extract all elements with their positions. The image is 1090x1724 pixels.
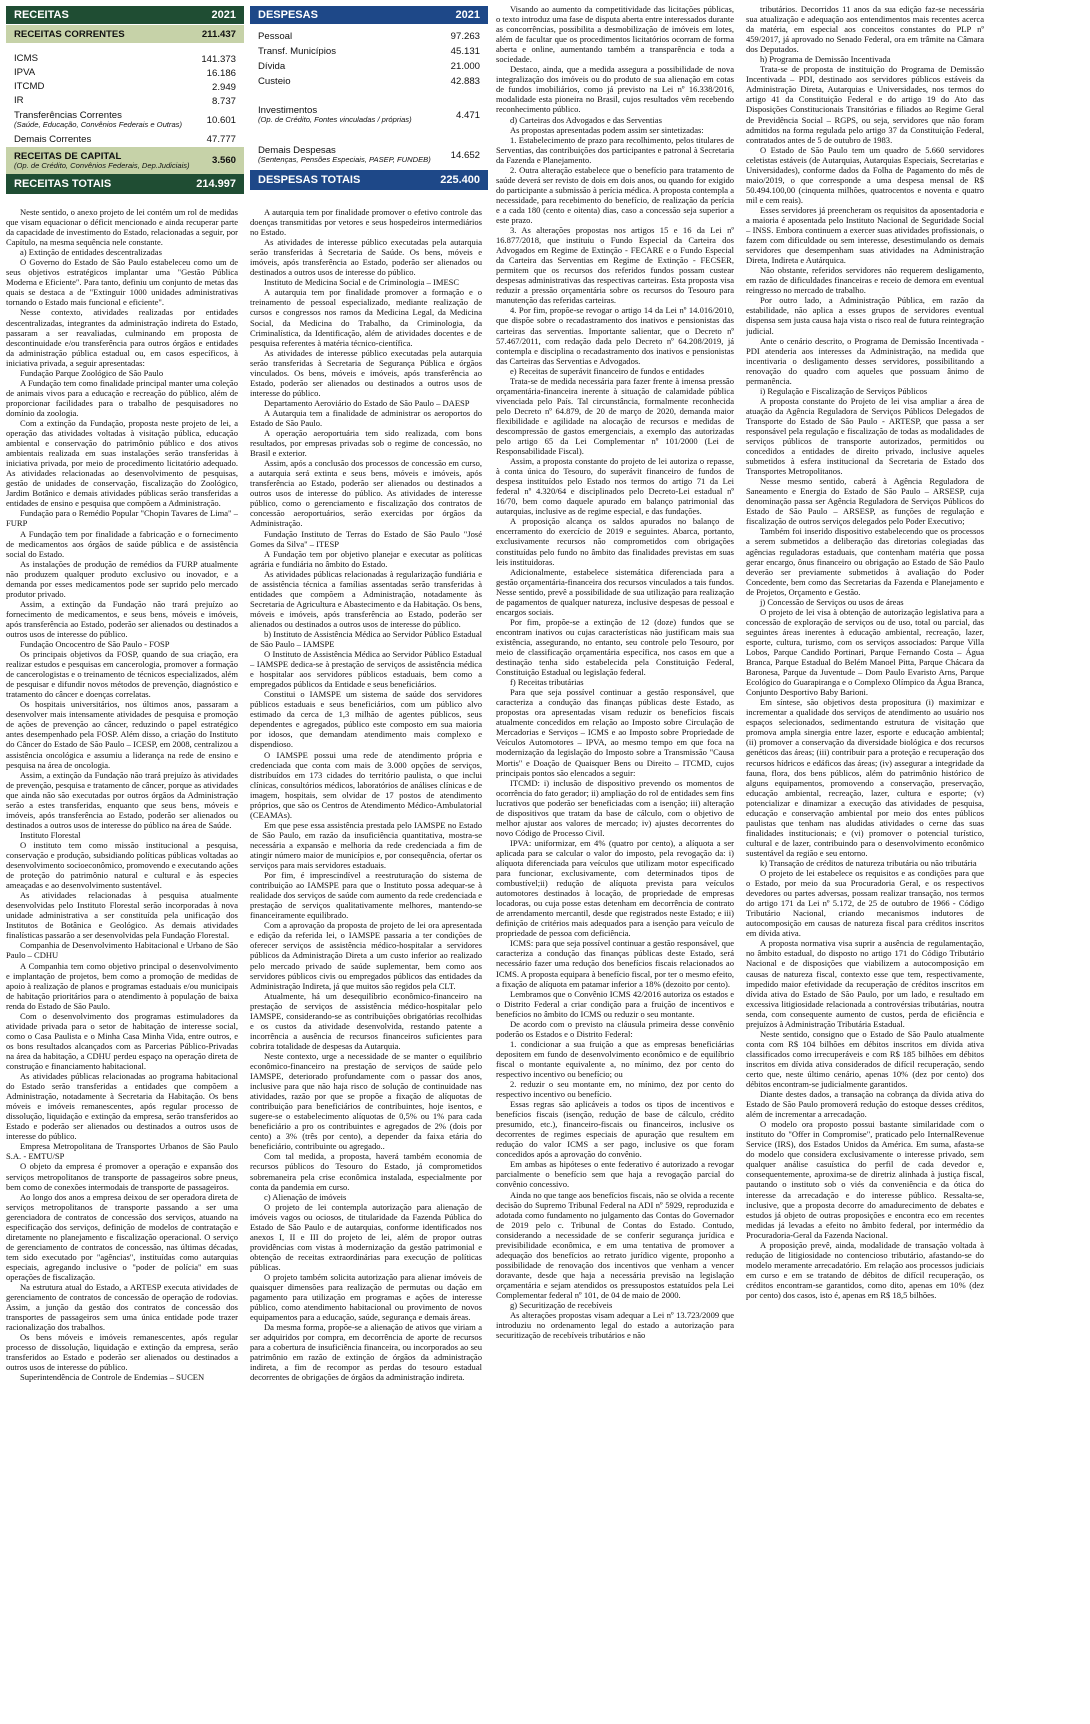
paragraph: Por outro lado, a Administração Pública, em razão da estabilidade, não aplica a esses grupos de servidores eventual dispensa sem justa causa haja vista o risco real de futura reintegração judicial. — [746, 295, 984, 336]
paragraph: i) Regulação e Fiscalização de Serviços Públicos — [760, 385, 928, 396]
receitas-correntes-row — [6, 25, 244, 43]
despesas-year: 2021 — [455, 9, 480, 21]
paragraph: Empresa Metropolitana de Transportes Urbanos de São Paulo S.A. - EMTU/SP — [6, 1141, 238, 1162]
paragraph: A proposta constante do Projeto de lei visa ampliar a área de atuação da Agência Reguladora de Serviços Públicos Delegados de Transporte do Estado de São Paulo - ARTESP, que passa a ser responsável pela regulação e fiscalização de todas as modalidades de serviços públicos de transporte autorizados, permitidos ou concedidos a entidades de direito privado, inclusive aqueles submetidos à esfera institucional da Secretaria de Estado dos Transportes Metropolitanos. — [746, 395, 984, 477]
paragraph: f) Receitas tributárias — [510, 677, 584, 688]
paragraph: Adicionalmente, estabelece sistemática diferenciada para a gestão orçamentária-financeira dos recursos vinculados a tais fundos. Nesse sentido, prevê a possibilidade de sua utilização para realização de pagamentos de qualquer natureza, inclusive despesas de pessoal e encargos sociais. — [496, 566, 734, 617]
paragraph: 2. reduzir o seu montante em, no mínimo, dez por cento do respectivo incentivo ou benefício. — [496, 1079, 734, 1100]
paragraph: Também foi inserido dispositivo estabelecendo que os processos a serem submetidos a deliberação das diretorias colegiadas das agências reguladoras estaduais, que contenham matéria que possa gerar encargo, ônus financeiro ou obrigação ao Estado de São Paulo deverão ser previamente submetidos à avaliação do Poder Concedente, bem como das Secretarias da Fazenda e Planejamento e de Projetos, Orçamento e Gestão. — [746, 526, 984, 597]
paragraph: b) Instituto de Assistência Médica ao Servidor Público Estadual de São Paulo – IAMSPE — [250, 628, 482, 650]
paragraph: Assim, a extinção da Fundação não trará prejuízo ao fornecimento de medicamentos, e seus bens, móveis e imóveis, após transferência ao Estado, poderão ser alienados ou destinados a outros usos de interesse do público. — [6, 598, 238, 639]
paragraph: A proposição prevê, ainda, modalidade de transação voltada à redução de litigiosidade no contencioso tributário, afastando-se do modelo meramente arrecadatório. Em relação aos processos judiciais em curso e em se tratando de débitos de difícil recuperação, os créditos encontram-se garantidos, como dito, apenas em 10% (dez por cento) dos casos, isto é, apenas em R$ 18,5 bilhões. — [746, 1239, 984, 1300]
paragraph: De acordo com o previsto na cláusula primeira desse convênio poderão os Estados e o Distrito Federal: — [496, 1018, 734, 1039]
paragraph: tributários. Decorridos 11 anos da sua edição faz-se necessária sua atualização e adequação aos entendimentos mais recentes acerca da matéria, em especial aos conceitos constantes do PLP nº 459/2017, já aprovado no Senado Federal, ora em trâmite na Câmara dos Deputados. — [746, 4, 984, 55]
paragraph: 1. Estabelecimento de prazo para recolhimento, pelos titulares de Serventias, das contribuições dos participantes e patronal à Secretaria da Fazenda e Planejamento. — [496, 134, 734, 165]
paragraph: Em síntese, são objetivos desta propositura (i) maximizar e incrementar a qualidade dos serviços de atendimento ao usuário nos espaços selecionados, sedimentando estrutura de visitação que promova ampla sinergia entre lazer, esporte e educação ambiental; (ii) promover a conservação da diversidade biológica e dos recursos genéticos das áreas; (iii) contribuir para a proteção e recuperação dos recursos hídricos e edáficos das áreas; (iv) assegurar a integridade da fauna, flora, dos bens públicos, além do patrimônio histórico de alguns equipamentos, promovendo a conservação, preservação, educação ambiental, recreação, lazer, cultura e esporte; (v) potencializar e dinamizar a execução das atividades de pesquisa, educação e conservação ambiental por meio dos entes públicos paulistas que tenham nas aludidas atividades o cerne das suas finalidades institucionais; e (vi) promover o potencial turístico, cultural e de lazer, contribuindo para o desenvolvimento econômico sustentável da região e seu entorno. — [746, 697, 984, 858]
paragraph: As atividades relacionadas à pesquisa atualmente desenvolvidas pelo Instituto Florestal serão incorporadas à nova unidade administrativa a ser constituída pela unificação dos Institutos de Botânica e Geológico. As demais atividades finalísticas passarão a ser desenvolvidas pela Fundação Florestal. — [6, 890, 238, 941]
paragraph: O projeto de lei estabelece os requisitos e as condições para que o Estado, por meio da sua Procuradoria Geral, e os respectivos devedores ou partes adversas, possam realizar transação, nos termos do artigo 171 da Lei nº 5.172, de 25 de outubro de 1966 - Código Tributário Nacional, criando mecanismos indutores de autocomposição em causas de natureza fiscal para créditos inscritos em dívida ativa. — [746, 868, 984, 939]
paragraph: Assim, a proposta constante do projeto de lei autoriza o repasse, à conta única do Tesouro, do superávit financeiro de fundos de despesa instituídos pelo Estado nos termos do artigo 71 da Lei federal nº 4.320/64 e disciplinados pelo Decreto-Lei estadual nº 16/70, bem como daquele apurado em balanço patrimonial das autarquias, inclusive as de regime especial, e das fundações. — [496, 456, 734, 517]
receitas-correntes-value: 211.437 — [201, 28, 236, 40]
paragraph: Os principais objetivos da FOSP, quando de sua criação, era realizar estudos e pesquisas em cancerologia, promover a formação de cancerologistas e o treinamento de técnicos especializados, além de pesquisar e difundir novos métodos de prevenção, diagnóstico e tratamento do câncer e doenças correlatas. — [6, 649, 238, 700]
paragraph: h) Programa de Demissão Incentivada — [760, 54, 891, 65]
paragraph: k) Transação de créditos de natureza tributária ou não tributária — [760, 857, 977, 868]
paragraph: Atualmente, há um desequilíbrio econômico-financeiro na prestação de serviços de assistência médico-hospitalar pelo IAMSPE, considerando-se as contribuições obrigatórias recolhidas e os custos da atividade desenvolvida, restando patente a incorrência a ausência de recursos financeiros suficientes para cobrira totalidade de despesas da Autarquia. — [250, 990, 482, 1051]
paragraph: Assim, após a conclusão dos processos de concessão em curso, a autarquia será extinta e seus bens, móveis e imóveis, após transferência ao Estado, poderão ser alienados ou destinados a outros usos de interesse do público. As atividades de interesse público, como o gerenciamento e fiscalização dos contratos de concessão aeroportuários, serão exercidas por órgãos da Administração. — [250, 458, 482, 529]
paragraph: As atividades de interesse público executadas pela autarquia serão transferidas à Secretaria de Saúde. Os bens, móveis e imóveis, após transferência ao Estado, poderão ser alienados ou destinados a outros usos de interesse do público. — [250, 237, 482, 278]
receitas-row-transferencias: Transferências Correntes (Saúde, Educação, Convênios Federais e Outras) 10.601 — [14, 110, 236, 130]
paragraph: A Companhia tem como objetivo principal o desenvolvimento e implantação de projetos, bem como a promoção de medidas de apoio à realização de planos e programas estaduais e/ou municipais de habitação prioritários para o atendimento à população de baixa renda do Estado de São Paulo. — [6, 960, 238, 1011]
paragraph: d) Carteiras dos Advogados e das Serventias — [510, 114, 662, 125]
paragraph: A proposição alcança os saldos apurados no balanço de encerramento do exercício de 2019 e seguintes. Abarca, portanto, exclusivamente recursos não comprometidos com obrigações constituídas pelo fundo no âmbito das finalidades previstas em suas leis instituidoras. — [496, 516, 734, 567]
paragraph: Lembramos que o Convênio ICMS 42/2016 autoriza os estados e o Distrito Federal a criar condição para a fruição de incentivos e benefícios no âmbito do ICMS ou reduzir o seu montante. — [496, 988, 734, 1019]
despesas-row-demais: Demais Despesas (Sentenças, Pensões Especiais, PASEP, FUNDEB) 14.652 — [258, 145, 480, 165]
receitas-correntes-label: RECEITAS CORRENTES — [14, 28, 125, 40]
receitas-row-ir: IR 8.737 — [14, 95, 236, 107]
paragraph: Ante o cenário descrito, o Programa de Demissão Incentivada - PDI atenderia aos interesses da Administração, na medida que incentivaria o desligamento desses servidores, possibilitando a renovação do quadro com aqueles que possuam ânimo de permanência. — [746, 335, 984, 386]
paragraph: A Fundação tem por finalidade a fabricação e o fornecimento de medicamentos aos órgãos de saúde pública e de assistência social do Estado. — [6, 528, 238, 559]
paragraph: Com a extinção da Fundação, proposta neste projeto de lei, a operação das atividades voltadas à visitação pública, educação ambiental e conservação do patrimônio público e dos ativos ambientais realizada em suas instalações serão transferidas à iniciativa privada, por meio de procedimento licitatório adequado. As atividades relacionadas ao desenvolvimento de pesquisas, gestão de unidades de conservação, fiscalização do Zoológico, Jardim Botânico e demais atividades públicas serão transferidas a entidades de ensino e pesquisa que compõem a Administração. — [6, 417, 238, 509]
paragraph: Companhia de Desenvolvimento Habitacional e Urbano de São Paulo – CDHU — [6, 940, 238, 961]
despesas-row-pessoal: Pessoal 97.263 — [258, 30, 480, 42]
paragraph: Não obstante, referidos servidores não requerem desligamento, em razão de dificuldades financeiras e receio de demora em eventual reingresso no mercado de trabalho. — [746, 265, 984, 296]
paragraph: 1. condicionar a sua fruição a que as empresas beneficiárias depositem em fundo de desenvolvimento econômico e de equilíbrio fiscal o montante equivalente a, no mínimo, dez por cento do respectivo incentivo ou benefício; ou — [496, 1038, 734, 1079]
paragraph: Por fim, é imprescindível a reestruturação do sistema de contribuição ao IAMSPE para que o Instituto possa adequar-se à realidade dos serviços de saúde com aumento da rede credenciada e prestação de serviços qualitativamente melhores, mantendo-se financeiramente equilibrado. — [250, 870, 482, 921]
paragraph: O Instituto de Assistência Médica ao Servidor Público Estadual – IAMSPE dedica-se à prestação de serviços de assistência médica e hospitalar aos servidores públicos estaduais, bem como a empregados públicos da Entidade e seus beneficiários. — [250, 649, 482, 690]
paragraph: Neste contexto, urge a necessidade de se manter o equilíbrio econômico-financeiro na prestação de serviços de saúde pelo IAMSPE, deteriorado profundamente com o passar dos anos, inclusive para que não haja risco de solução de continuidade nas atividades, razão por que se propõe a fixação de alíquotas de contribuição para beneficiários de contribuintes, hoje isentos, e sugere-se o estabelecimento alíquotas de 0,5% ou 1% para cada beneficiário a pro os contribuintes e agregados de 2% (dois por cento) a 3% (três por cento), a depender da faixa etária do beneficiário, contribuinte ou agregado.. — [250, 1050, 482, 1152]
paragraph: O objeto da empresa é promover a operação e expansão dos serviços metropolitanos de transporte de passageiros sobre pneus, bem como de conexões intermodais de transporte de passageiros. — [6, 1161, 238, 1192]
text-column-2 — [250, 207, 482, 1719]
paragraph: Com tal medida, a proposta, haverá também economia de recursos públicos do Tesouro do Estado, já comprometidos sobremaneira pela crise econômica instalada, especialmente por conta da pandemia em curso. — [250, 1151, 482, 1192]
paragraph: O modelo ora proposto possui bastante similaridade com o instituto do "Offer in Compromise", praticado pelo InternalRevenue Service (IRS), dos Estados Unidos da América. Em suma, afasta-se do modelo que considera exclusivamente o interesse privado, sem qualquer análise casuística do perfil de cada devedor e, consequentemente, aproxima-se de diretriz alinhada à justiça fiscal, pautando o instituto sob o viés da conveniência e da ótica do interesse da arrecadação e do interesse público. Ressalta-se, inclusive, que a proposta decorre do amadurecimento de debates e estudos já objeto de outras proposições e encontra eco em recentes medidas já levadas a efeito no âmbito federal, por intermédio da Procuradoria-Geral da Fazenda Nacional. — [746, 1119, 984, 1240]
paragraph: As atividades públicas relacionadas à regularização fundiária e de assistência técnica a famílias assentadas serão transferidas à entidades que compõem a Administração, notadamente às Secretaria de Agricultura e Abastecimento e da Habitação. Os bens, móveis e imóveis, após transferência ao Estado, poderão ser alienados ou destinados a outros usos de interesse do público. — [250, 568, 482, 629]
paragraph: A autarquia tem por finalidade promover a formação e o treinamento de pessoal especializado, mediante realização de cursos e congressos nos ramos da Medicina Legal, da Medicina Social, da Medicina do Trabalho, da Criminologia, da Criminalística, da Identificação, além de atividades docentes e de pesquisa referentes à matéria técnico-científica. — [250, 287, 482, 348]
paragraph: Diante destes dados, a transação na cobrança da dívida ativa do Estado de São Paulo promoverá redução do estoque desses créditos, além de incrementar a arrecadação. — [746, 1089, 984, 1120]
paragraph: Superintendência de Controle de Endemias – SUCEN — [20, 1372, 205, 1383]
paragraph: O projeto de lei visa à obtenção de autorização legislativa para a concessão de exploração de serviços ou de uso, total ou parcial, das seguintes áreas inerentes à educação ambiental, recreação, lazer, esporte, cultura, turismo, com os serviços associados: Parque Villa Lobos, Parque Candido Portinari, Parque Fernando Costa – Água Branca, Parque Estadual do Belém Manoel Pitta, Parque Chácara da Baronesa, Parque da Juventude – Dom Paulo Evaristo Arns, Parque Ecológico do Guarapiranga e o Complexo Olímpico da Água Branca, Conjunto Desportivo Baby Barioni. — [746, 606, 984, 698]
despesas-row-transf: Transf. Municípios 45.131 — [258, 45, 480, 57]
paragraph: Trata-se de medida necessária para fazer frente à imensa pressão orçamentária-financeira inerente à situação de calamidade pública vivenciada pelo País. Tal circunstância, formalmente reconhecida pelo Decreto nº 64.879, de 20 de março de 2020, demanda maior flexibilidade e agilidade na alocação de recursos e medidas de descompressão de gastos emergenciais, a exemplo das autorizadas pelo artigo 65 da Lei Complementar nº 101/2000 (Lei de Responsabilidade Fiscal). — [496, 375, 734, 457]
paragraph: g) Securitização de recebíveis — [510, 1300, 613, 1311]
text-column-1 — [6, 207, 238, 1719]
paragraph: O Governo do Estado de São Paulo estabeleceu como um de seus objetivos estratégicos implantar uma "Gestão Pública Moderna e Eficiente". Para tanto, definiu um conjunto de metas das quais se destaca a de "Extinguir 1000 unidades administrativas tornando o Estado mais funcional e eficiente". — [6, 257, 238, 308]
paragraph: Visando ao aumento da competitividade das licitações públicas, o texto introduz uma fase de disputa aberta entre interessados durante as concorrências, possibilita a desmobilização de imóveis em lotes, além de facultar que os procedimentos licitatórios ocorram de forma aberta e online, aumentando também a transparência e toda a sociedade. — [496, 4, 734, 65]
despesas-total-row: DESPESAS TOTAIS 225.400 — [250, 170, 488, 190]
despesas-table — [250, 6, 488, 190]
paragraph: Nesse mesmo sentido, caberá à Agência Reguladora de Saneamento e Energia do Estado de São Paulo – ARSESP, cuja denominação passa ser Agência Reguladora de Serviços Públicos do Estado de São Paulo – ARSESP, as funções de regulação e fiscalização de outros serviços delegados pelo Poder Executivo; — [746, 476, 984, 527]
paragraph: Esses servidores já preencheram os requisitos da aposentadoria e a maioria é aposentada pelo Instituto Nacional de Seguridade Social – INSS. Embora continuem a exercer suas atividades profissionais, o fazem com dificuldade ou sem interesse, desestimulando os demais servidores que desempenham suas atividades na Administração Direta, Indireta e Autárquica. — [746, 204, 984, 266]
paragraph: e) Receitas de superávit financeiro de fundos e entidades — [510, 365, 705, 376]
paragraph: Para que seja possível continuar a gestão responsável, que caracteriza a condução das finanças públicas deste Estado, as propostas ora apresentadas visam reduzir os benefícios fiscais atualmente concedidos em relação ao Imposto sobre Circulação de Mercadorias e Serviços – ICMS e ao Imposto sobre Propriedade de Veículos Automotores – IPVA, ao mesmo tempo em que foca na modernização da legislação do Imposto sobre a Transmissão "Causa Mortis" e Doação de Quaisquer Bens ou Direito – ITCMD, cujos principais pontos são elencados a seguir: — [496, 687, 734, 778]
paragraph: Fundação Oncocentro de São Paulo - FOSP — [20, 639, 170, 650]
despesas-row-custeio: Custeio 42.883 — [258, 75, 480, 87]
despesas-title: DESPESAS — [258, 9, 318, 21]
receitas-capital-row: RECEITAS DE CAPITAL (Op. de Crédito, Convênios Federais, Dep.Judiciais) 3.560 — [6, 147, 244, 174]
despesas-row-investimentos: Investimentos (Op. de Crédito, Fontes vinculadas / próprias) 4.471 — [258, 105, 480, 125]
receitas-table — [6, 6, 244, 194]
paragraph: A Fundação tem como finalidade principal manter uma coleção de animais vivos para a educação e recreação do público, além de proporcionar facilidades para o trabalho de pesquisadores no domínio da zoologia. — [6, 377, 238, 418]
paragraph: O projeto também solicita autorização para alienar imóveis de quaisquer dimensões para realização de permutas ou dação em pagamento para utilização em programas e ações de interesse público, como atendimento habitacional ou provimento de novos equipamentos para a educação, saúde, segurança e demais áreas. — [250, 1271, 482, 1323]
text-column-4 — [746, 4, 984, 1719]
paragraph: Trata-se de proposta de instituição do Programa de Demissão Incentivada – PDI, destinado aos servidores públicos estáveis da Administração Direta, Autarquias e Universidades, nos termos do artigo 41 da Constituição Federal e do artigo 19 do Ato das Disposições Constitucionais Transitórias e filiados ao Regime Geral de Previdência Social – RGPS, ou seja, servidores que não foram admitidos na forma regulada pelo artigo 37 da Constituição Federal, contratados antes de 5 de outubro de 1983. — [746, 64, 984, 145]
paragraph: Em que pese essa assistência prestada pelo IAMSPE no Estado de São Paulo, em razão da insuficiência quantitativa, mostra-se necessária a expansão e melhoria da rede credenciada a fim de atingir número maior de municípios e, por consequência, ofertar os serviços para mais servidores estaduais. — [250, 819, 482, 871]
paragraph: a) Extinção de entidades descentralizadas — [20, 247, 162, 258]
paragraph: Fundação para o Remédio Popular "Chopin Tavares de Lima" – FURP — [6, 508, 238, 529]
paragraph: Por fim, propõe-se a extinção de 12 (doze) fundos que se encontram inativos ou cujas características não justificam mais sua existência, assegurando, no entanto, seu controle pelo Tesouro, por meio de classificação orçamentária específica, nos casos em que a destinação tenha sido estabelecida pela Constituição Federal, Constituição Estadual ou legislação federal. — [496, 616, 734, 678]
paragraph: As propostas apresentadas podem assim ser sintetizadas: — [510, 124, 704, 135]
paragraph: A operação aeroportuária tem sido realizada, com bons resultados, por empresas privadas sob o regime de concessão, no Brasil e exterior. — [250, 428, 482, 459]
paragraph: Instituto de Medicina Social e de Criminologia – IMESC — [264, 277, 460, 288]
paragraph: O projeto de lei contempla autorização para alienação de imóveis vagos ou ociosos, de titularidade da Fazenda Pública do Estado de São Paulo e de autarquias, conforme identificados nos anexos I, II e III do projeto de lei, além de propor outras providências com vistas à modernização da gestão patrimonial e obtenção de receitas extraordinárias para execução de políticas públicas. — [250, 1201, 482, 1272]
paragraph: Em ambas as hipóteses o ente federativo é autorizado a revogar parcialmente o benefício sem que haja a revogação parcial do convênio concessivo. — [496, 1159, 734, 1190]
paragraph: Ainda no que tange aos benefícios fiscais, não se olvida a recente decisão do Supremo Tribunal Federal na ADI nº 5929, reproduzida e adotada como fundamento no julgamento das Contas do Governador de 2019 pelo c. Tribunal de Contas do Estado. Contudo, considerando a necessidade de se conferir segurança jurídica e previsibilidade econômica, e em uma tentativa de promover a adequação dos benefícios ao retrato jurídico vigente, proponho a possibilidade de renovação dos incentivos que venham a vencer doravante, desde que haja a necessária previsão na legislação orçamentária e sejam atendidos os pressupostos estatuídos pela Lei Complementar federal nº 101, de 04 de maio de 2000. — [496, 1189, 734, 1300]
paragraph: ITCMD: i) inclusão de dispositivo prevendo os momentos de ocorrência do fato gerador; ii) ampliação do rol de entidades sem fins lucrativos que poderão ser beneficiadas com a isenção; iii) alteração de dispositivos que tratam da base de cálculo, com o objetivo de melhor ajustar aos valores de mercado; iv) ajustes decorrentes do novo Código de Processo Civil. — [496, 777, 734, 838]
paragraph: O instituto tem como missão institucional a pesquisa, conservação e produção, subsidiando políticas públicas voltadas ao desenvolvimento socioeconômico, promovendo e executando ações de proteção do patrimônio natural e cultural e às especies ameaçadas e ao desenvolvimento sustentável. — [6, 839, 238, 891]
paragraph: 3. As alterações propostas nos artigos 15 e 16 da Lei nº 16.877/2018, que instituiu o Fundo Especial da Carteira dos Advogados em Regime de Extinção - FECARE e o Fundo Especial da Carteira das Serventias em Regime de Extinção - FECSER, permitem que os recursos dos referidos fundos possam custear despesas administrativas das respectivas carteiras. Esta proposta visa reduzir a pressão orçamentária sobre os recursos do Tesouro para manutenção das referidas carteiras. — [496, 225, 734, 306]
receitas-row-itcmd: ITCMD 2.949 — [14, 81, 236, 93]
receitas-header — [6, 6, 244, 24]
paragraph: 2. Outra alteração estabelece que o benefício para tratamento de saúde deverá ser revisto de dois em dois anos, ou quando for exigido do participante a submissão à perícia médica. A proposta contempla a necessidade, para recebimento do benefício, de realização da perícia e a cada 180 (cento e oitenta) dias, caso a concessão seja superior a este prazo. — [496, 164, 734, 225]
paragraph: j) Concessão de Serviços ou usos de áreas — [760, 596, 904, 607]
paragraph: A Autarquia tem a finalidade de administrar os aeroportos do Estado de São Paulo. — [250, 407, 482, 428]
paragraph: A Fundação tem por objetivo planejar e executar as políticas agrária e fundiária no âmbito do Estado. — [250, 548, 482, 569]
paragraph: Essas regras são aplicáveis a todos os tipos de incentivos e benefícios fiscais (isenção, redução de base de cálculo, crédito presumido, etc.), financeiro-fiscais ou financeiros, inclusive os decorrentes de regimes especiais de apuração que resultem em redução do valor ICMS a ser pago, inclusive os que foram concedidos após a aprovação do convênio. — [496, 1099, 734, 1160]
paragraph: 4. Por fim, propõe-se revogar o artigo 14 da Lei nº 14.016/2010, que dispõe sobre o recadastramento dos inativos e pensionistas das carteiras das serventias. Importante salientar, que o Decreto nº 57.467/2011, com redação dada pelo Decreto nº 64.208/2019, já contempla e disciplina o recadastramento dos inativos e pensionistas das Carteiras das Serventias e Advogados. — [496, 305, 734, 366]
despesas-row-divida: Dívida 21.000 — [258, 60, 480, 72]
paragraph: As atividades de interesse público executadas pela autarquia serão transferidas à Secretaria de Segurança Pública e órgãos vinculados. Os bens, móveis e imóveis, após transferência ao Estado, poderão ser alienados ou destinados a outros usos de interesse do público. — [250, 347, 482, 398]
paragraph: Os bens móveis e imóveis remanescentes, após regular processo de dissolução, liquidação e extinção da empresa, serão transferidos ao Estado e poderão ser alienados ou destinados a outros usos de interesse do público. — [6, 1332, 238, 1373]
paragraph: Neste sentido, consigno que o Estado de São Paulo atualmente conta com R$ 104 bilhões em débitos inscritos em dívida ativa classificados como irrecuperáveis e com R$ 185 bilhões em débitos inscritos em dívida ativa considerados de difícil recuperação, sendo certo que, neste último cenário, apenas 10% (dez por cento) dos débitos encontram-se judicialmente garantidos. — [746, 1028, 984, 1090]
paragraph: Com a aprovação da proposta de projeto de lei ora apresentada e edição da referida lei, o IAMSPE passaria a ter condições de oferecer serviços de assistência médico-hospitalar a servidores públicos da Administração Direta a um custo inferior ao realizado pelo mercado privado de saúde suplementar, bem como aos servidores públicos civis ou empregados públicos das entidades da Administração Indireta, já que muitos são regidos pela CLT. — [250, 920, 482, 991]
paragraph: Departamento Aeroviário do Estado de São Paulo – DAESP — [264, 397, 470, 408]
paragraph: Com o desenvolvimento dos programas estimuladores da atividade privada para o setor de habitação de interesse social, como o Casa Paulista e o Minha Casa Minha Vida, entre outros, e os bons resultados alcançados com as Parcerias Público-Privadas na área da habitação, a CDHU perdeu espaço na operação direta de construção e financiamento habitacional. — [6, 1010, 238, 1071]
paragraph: Constitui o IAMSPE um sistema de saúde dos servidores públicos estaduais e seus beneficiários, com um público alvo estimado da cerca de 1,3 milhão de agentes públicos, seus dependentes e agregados, público este composto em sua maioria por idosos, que demandam atendimento mais complexo e dispendioso. — [250, 689, 482, 750]
paragraph: Assim, a extinção da Fundação não trará prejuízo às atividades de prevenção, pesquisa e tratamento de câncer, porque as atividades que ainda não são executadas por outros órgãos da Administração serão a estes transferidas, enquanto que seus bens, móveis e imóveis, após transferência ao Estado, poderão ser alienados ou destinados a outros usos de interesse do público na área de Saúde. — [6, 769, 238, 830]
paragraph: Fundação Instituto de Terras do Estado de São Paulo "José Gomes da Silva" – ITESP — [250, 528, 482, 549]
receitas-row-ipva: IPVA 16.186 — [14, 67, 236, 79]
paragraph: Da mesma forma, propõe-se a alienação de ativos que viriam a ser adquiridos por compra, em decorrência de aporte de recursos para a cobertura de insuficiência financeira, ou incorporados ao seu patrimônio em razão de extinção de órgãos da administração indireta, a fim de recompor as perdas do tesouro estadual decorrentes de obrigações de órgãos da administração indireta. — [250, 1322, 482, 1383]
receitas-total-row: RECEITAS TOTAIS 214.997 — [6, 174, 244, 194]
paragraph: Os hospitais universitários, nos últimos anos, passaram a desenvolver mais intensamente atividades de pesquisa e promoção de ações de prevenção ao câncer, reduzindo o papel estratégico antes desempenhado pela FOSP. Além disso, a criação do Instituto do Câncer do Estado de São Paulo – ICESP, em 2008, centralizou a assistência oncológica e assumiu a liderança na rede de ensino e pesquisa na área de oncologia. — [6, 699, 238, 770]
paragraph: As atividades públicas relacionadas ao programa habitacional do Estado serão transferidas a entidades que compõem a Administração, notadamente à Secretaria da Habitação. Os bens móveis e imóveis remanescentes, após regular processo de dissolução, liquidação e extinção da empresa, serão transferidos ao Estado e poderão ser alienados ou destinados a outros usos de interesse do público. — [6, 1071, 238, 1142]
paragraph: ICMS: para que seja possível continuar a gestão responsável, que caracteriza a condução das finanças públicas deste Estado, será necessário fazer uma redução dos benefícios fiscais relacionados ao ICMS. A proposta equipara à benefício fiscal, por ter o mesmo efeito, a fixação de alíquota em patamar inferior a 18% (dezoito por cento). — [496, 938, 734, 989]
paragraph: Neste sentido, o anexo projeto de lei contém um rol de medidas que visam equacionar o déficit mencionado e ainda recuperar parte da capacidade de investimento do Estado, relacionadas a seguir, por Capítulo, na mesma sequência nele constante. — [6, 207, 238, 248]
receitas-title: RECEITAS — [14, 9, 69, 21]
paragraph: c) Alienação de imóveis — [264, 1191, 347, 1202]
paragraph: Na estrutura atual do Estado, a ARTESP executa atividades de gerenciamento de contratos de concessão de operação de rodovias. Assim, a junção da gestão dos contratos de concessão dos transportes de passageiros sem uma única entidade pode trazer racionalização dos trabalhos. — [6, 1282, 238, 1333]
despesas-header — [250, 6, 488, 24]
paragraph: Destaco, ainda, que a medida assegura a possibilidade de nova integralização dos imóveis ou do produto de sua alienação em cotas de fundos imobiliários, como já previsto na Lei nº 16.338/2016, modalidade esta pioneira no Brasil, cujos resultados vêm recebendo reconhecimento público. — [496, 64, 734, 115]
receitas-row-demais: Demais Correntes 47.777 — [14, 133, 236, 145]
paragraph: O IAMSPE possui uma rede de atendimento própria e credenciada que conta com mais de 3.000 opções de serviços, distribuídos em 173 cidades do território paulista, o que inclui clínicas, consultórios médicos, laboratórios de análises clínicas e de imagem, hospitais, sem olvidar de 17 postos de atendimento próprios, que são os Centros de Atendimento Médico-Ambulatorial (CEAMAs). — [250, 749, 482, 820]
paragraph: Fundação Parque Zoológico de São Paulo — [20, 367, 164, 378]
paragraph: As alterações propostas visam adequar a Lei nº 13.723/2009 que introduziu no ordenamento legal do estado a autorização para securitização de recebíveis tributários e não — [496, 1310, 734, 1341]
paragraph: O Estado de São Paulo tem um quadro de 5.660 servidores celetistas estáveis (de Autarquias, Autarquias Especiais, Secretarias e Universidades), conforme dados da Folha de Pagamento do mês de maio/2019, o que corresponde a uma despesa mensal de R$ 50.494.100,00 (cinquenta milhões, quatrocentos e noventa e quatro mil e cem reais). — [746, 144, 984, 205]
paragraph: Instituto Florestal — [20, 829, 81, 840]
receitas-year: 2021 — [211, 9, 236, 21]
text-column-3 — [496, 4, 734, 1719]
paragraph: IPVA: uniformizar, em 4% (quatro por cento), a alíquota a ser aplicada para se calcular o valor do imposto, pela revogação da: i) alíquota diferenciada para veículos que utilizam motor especificado para funcionar, exclusivamente, com determinados tipos de combustível;ii) redução de alíquota prevista para veículos automotores destinados à locação, de propriedade de empresas locadoras, ou cuja posse estas detenham em decorrência de contrato de arrendamento mercantil, desde que registrados neste Estado; e iii) definição de critérios mais adequados para a isenção para veículo de propriedade de pessoa com deficiência. — [496, 837, 734, 939]
paragraph: Ao longo dos anos a empresa deixou de ser operadora direta de serviços metropolitanos de transporte passando a ser uma gerenciadora de contratos de concessão dos serviços, atuando na especificação dos serviços, definição de modelos de contratação e diretamente no planejamento e fiscalização operacional. O serviço de gerenciamento de contratos de concessão, nas últimas décadas, tem sido executado por "agências", instituídas como autarquias especiais, agregando inclusive o "poder de polícia" em suas operações de fiscalização. — [6, 1191, 238, 1282]
paragraph: A autarquia tem por finalidade promover o efetivo controle das doenças transmitidas por vetores e seus hospedeiros intermediários no Estado. — [250, 207, 482, 238]
receitas-row-icms: ICMS 141.373 — [14, 53, 236, 65]
paragraph: As instalações de produção de remédios da FURP atualmente não produzem qualquer produto exclusivo ou inovador, e a demanda por esses medicamentos pode ser suprido pelo mercado produtor privado. — [6, 558, 238, 599]
paragraph: Nesse contexto, atividades realizadas por entidades descentralizadas, integrantes da administração indireta do Estado, passaram a ser reavaliadas, culminando em proposta de descontinuidade e/ou transferência para outros órgãos e entidades da administração pública estadual ou, em casos específicos, à iniciativa privada, a seguir apresentadas: — [6, 307, 238, 368]
paragraph: A proposta normativa visa suprir a ausência de regulamentação, no âmbito estadual, do disposto no artigo 171 do Código Tributário Nacional e de disposições que viabilizem a autocomposição em causas de natureza fiscal, contexto esse que tem, respectivamente, impedido maior efetividade da recuperação de créditos inscritos em dívida ativa do Estado de São Paulo, por um lado, e resultado em excessiva litigiosidade relacionada a controvérsias tributárias, noutra senda, com consequente aumento de custos, perda de eficiência e prejuízos à Administração Tributária Estadual. — [746, 938, 984, 1029]
